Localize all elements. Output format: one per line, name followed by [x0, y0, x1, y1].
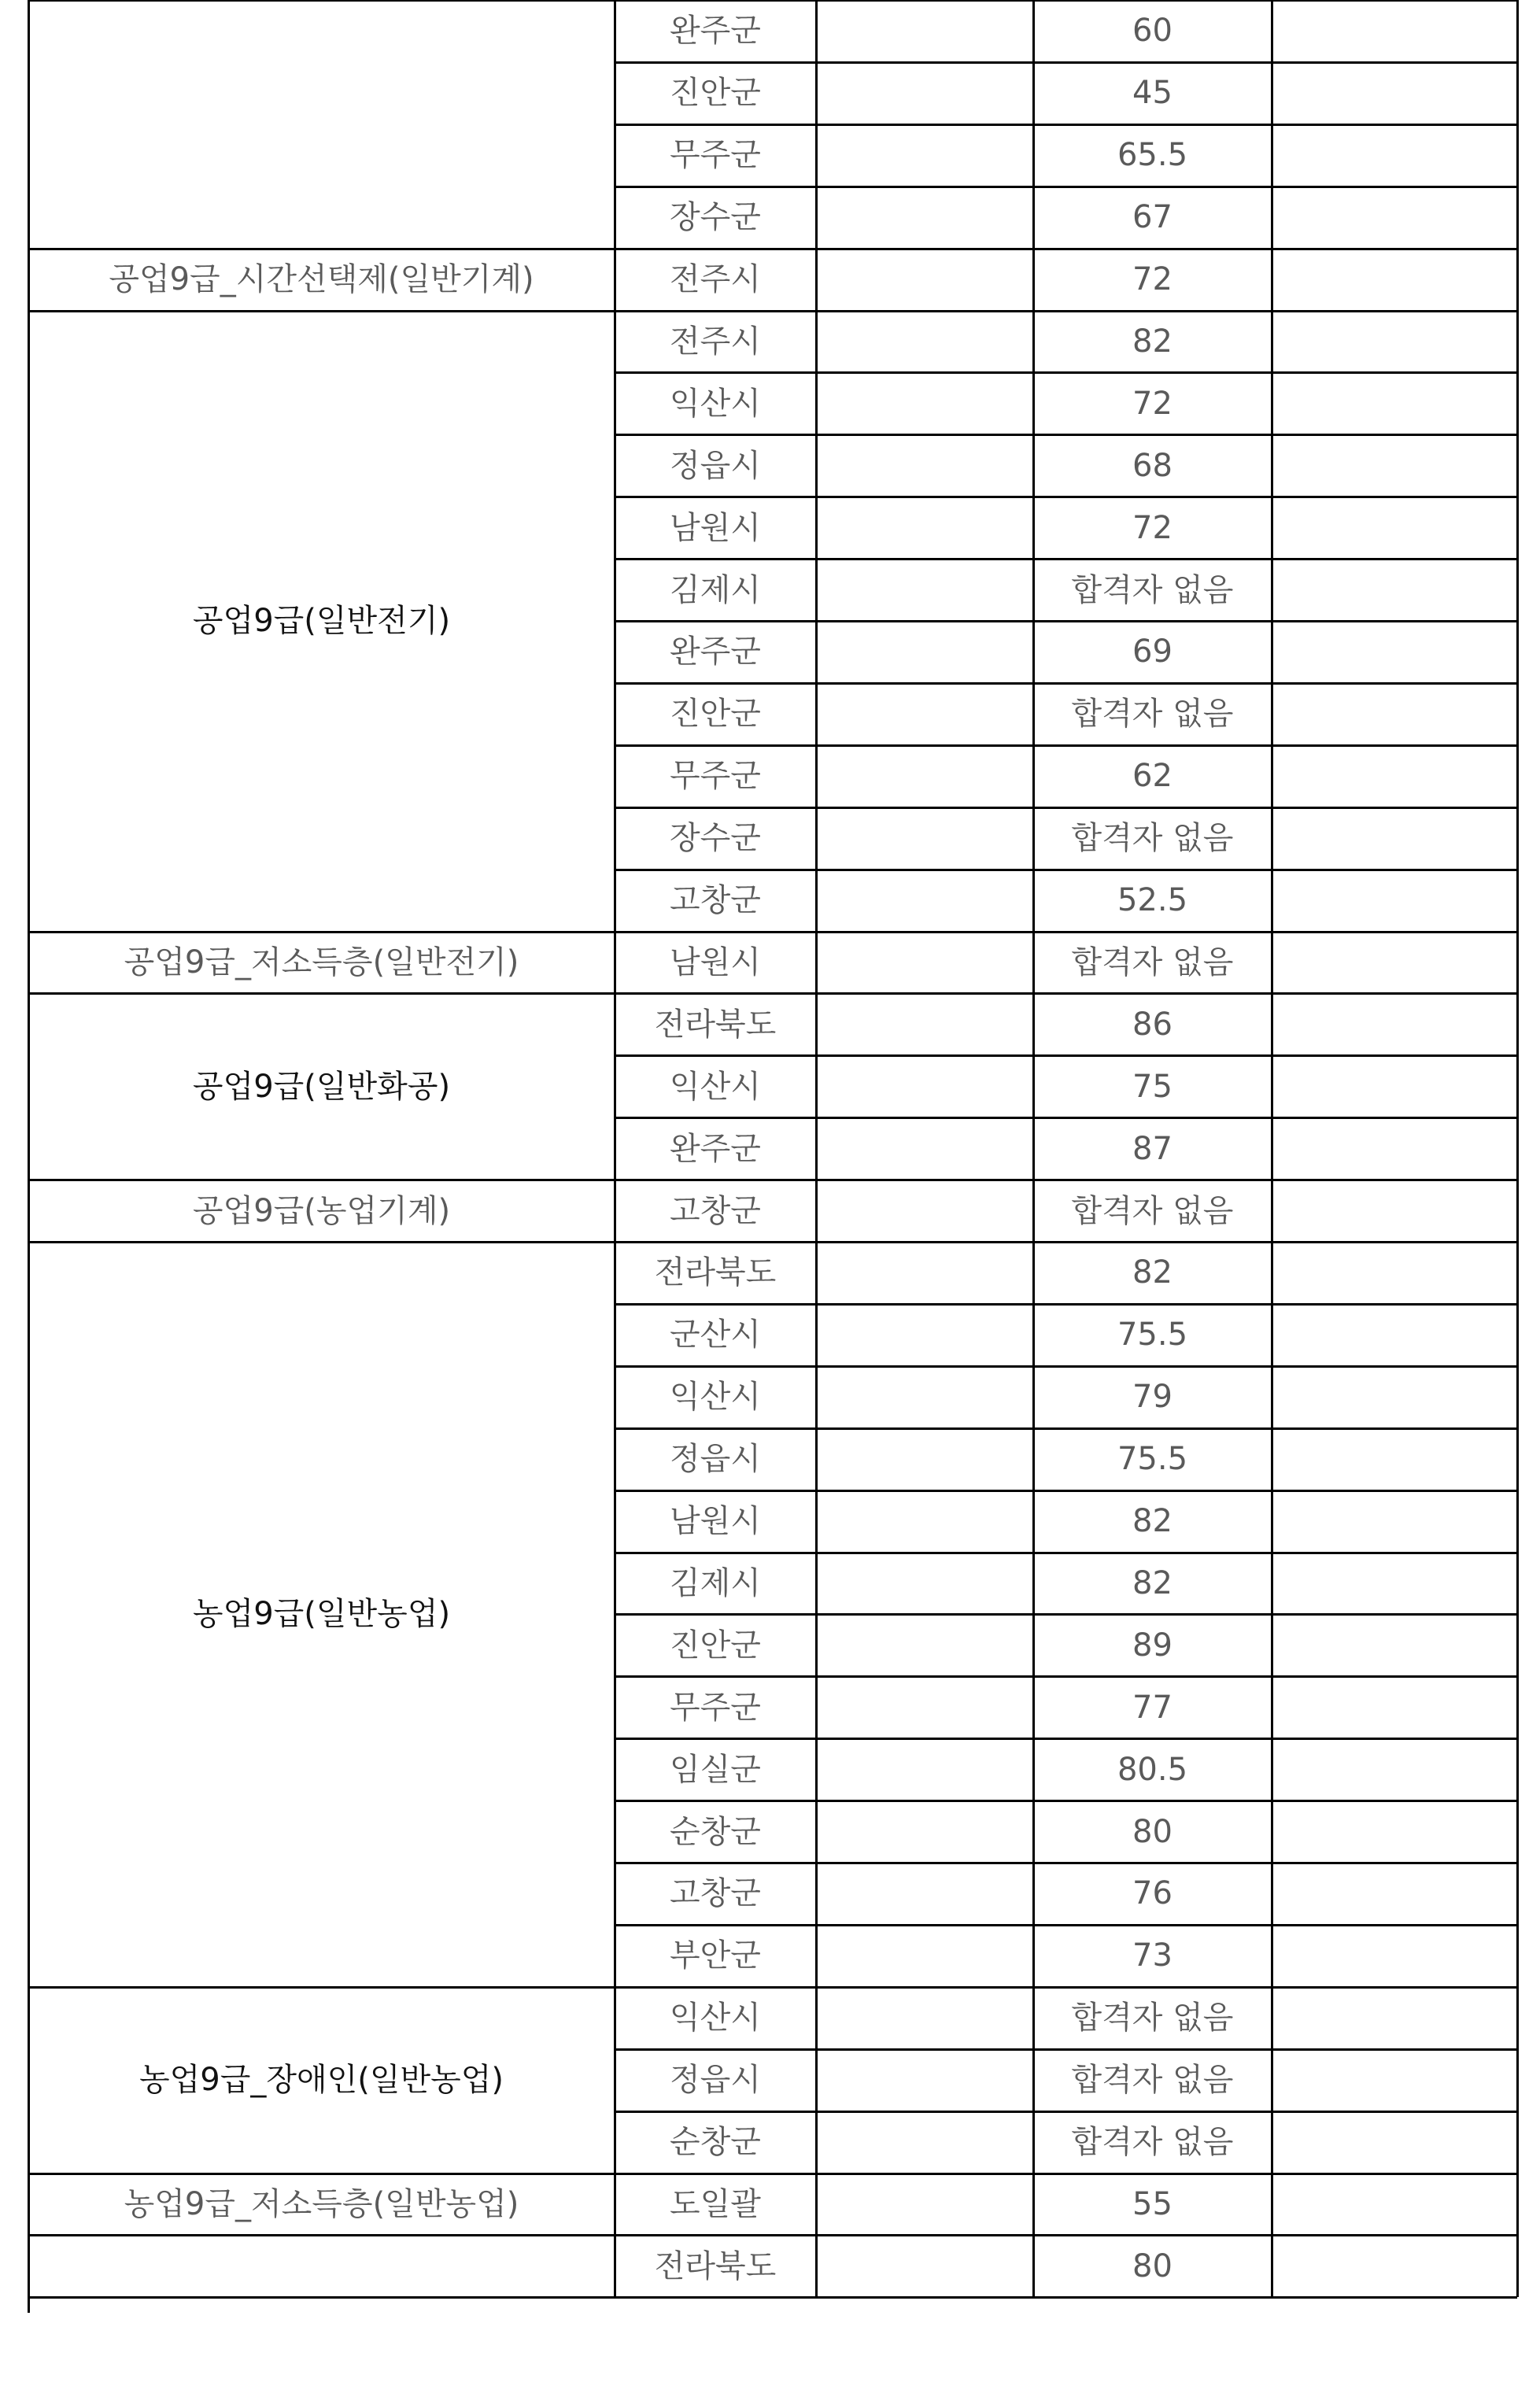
score-cell: 65.5: [1117, 137, 1188, 174]
category-cell: 농업9급(일반농업): [192, 1596, 451, 1633]
row-divider: [615, 1675, 1517, 1678]
row-divider: [615, 434, 1517, 436]
score-cell: 80: [1132, 1813, 1173, 1850]
score-cell: 합격자 없음: [1071, 2062, 1234, 2099]
row-divider: [28, 0, 1517, 2]
region-cell: 임실군: [670, 1751, 761, 1788]
score-cell: 합격자 없음: [1071, 944, 1234, 981]
region-cell: 전라북도: [654, 1254, 777, 1291]
score-cell: 합격자 없음: [1071, 1192, 1234, 1229]
row-divider: [615, 1924, 1517, 1926]
category-cell: 공업9급_저소득층(일반전기): [124, 944, 519, 981]
region-cell: 순창군: [670, 1813, 761, 1850]
row-divider: [615, 744, 1517, 747]
score-cell: 76: [1132, 1875, 1173, 1912]
score-cell: 합격자 없음: [1071, 696, 1234, 733]
category-cell: 농업9급_장애인(일반농업): [138, 2062, 504, 2099]
region-cell: 진안군: [670, 696, 761, 733]
region-cell: 익산시: [670, 1379, 761, 1416]
region-cell: 장수군: [670, 820, 761, 857]
row-divider: [615, 1738, 1517, 1740]
column-divider: [614, 0, 616, 2297]
category-cell: 농업9급_저소득층(일반농업): [124, 2185, 519, 2222]
region-cell: 익산시: [670, 2000, 761, 2037]
score-cell: 87: [1132, 1130, 1173, 1167]
region-cell: 완주군: [670, 1130, 761, 1167]
row-divider: [28, 992, 1517, 995]
row-divider: [28, 1179, 1517, 1181]
region-cell: 완주군: [670, 633, 761, 670]
row-divider: [615, 2048, 1517, 2051]
region-cell: 남원시: [670, 509, 761, 546]
row-divider: [615, 2111, 1517, 2113]
row-divider: [615, 1862, 1517, 1864]
score-cell: 82: [1132, 1503, 1173, 1540]
score-cell: 80.5: [1117, 1751, 1188, 1788]
region-cell: 군산시: [670, 1317, 761, 1354]
row-divider: [615, 682, 1517, 685]
score-cell: 89: [1132, 1627, 1173, 1664]
region-cell: 정읍시: [670, 1441, 761, 1478]
category-cell: 공업9급(일반화공): [192, 1068, 451, 1105]
score-cell: 45: [1132, 75, 1173, 112]
row-divider: [615, 558, 1517, 560]
score-cell: 68: [1132, 447, 1173, 484]
row-divider: [615, 371, 1517, 374]
region-cell: 전라북도: [654, 2247, 777, 2284]
row-divider: [615, 620, 1517, 622]
region-cell: 남원시: [670, 944, 761, 981]
score-cell: 합격자 없음: [1071, 2000, 1234, 2037]
region-cell: 익산시: [670, 385, 761, 422]
results-table: [28, 0, 1517, 2284]
column-divider: [815, 0, 818, 2297]
score-cell: 82: [1132, 1564, 1173, 1601]
region-cell: 순창군: [670, 2124, 761, 2161]
column-divider: [1516, 0, 1519, 2297]
row-divider: [28, 931, 1517, 933]
score-cell: 72: [1132, 509, 1173, 546]
row-divider: [28, 1241, 1517, 1243]
category-cell: 공업9급(농업기계): [192, 1192, 451, 1229]
row-divider: [615, 807, 1517, 809]
score-cell: 69: [1132, 633, 1173, 670]
region-cell: 정읍시: [670, 2062, 761, 2099]
category-cell: [28, 2235, 615, 2297]
region-cell: 김제시: [670, 571, 761, 608]
row-divider: [615, 1613, 1517, 1616]
region-cell: 전주시: [670, 261, 761, 298]
row-divider: [615, 496, 1517, 498]
score-cell: 82: [1132, 323, 1173, 360]
score-cell: 77: [1132, 1689, 1173, 1726]
row-divider: [615, 1800, 1517, 1802]
region-cell: 전라북도: [654, 1006, 777, 1043]
score-cell: 75.5: [1117, 1441, 1188, 1478]
score-cell: 82: [1132, 1254, 1173, 1291]
category-cell: 공업9급(일반전기): [192, 603, 451, 639]
score-cell: 79: [1132, 1379, 1173, 1416]
column-divider: [28, 0, 30, 2313]
score-cell: 73: [1132, 1937, 1173, 1974]
region-cell: 무주군: [670, 758, 761, 795]
category-cell: [28, 0, 615, 249]
row-divider: [615, 1303, 1517, 1306]
score-cell: 합격자 없음: [1071, 571, 1234, 608]
score-cell: 75.5: [1117, 1317, 1188, 1354]
score-cell: 72: [1132, 261, 1173, 298]
region-cell: 진안군: [670, 75, 761, 112]
row-divider: [615, 1054, 1517, 1057]
region-cell: 익산시: [670, 1068, 761, 1105]
row-divider: [615, 61, 1517, 64]
region-cell: 정읍시: [670, 447, 761, 484]
row-divider: [615, 1490, 1517, 1492]
score-cell: 55: [1132, 2185, 1173, 2222]
region-cell: 장수군: [670, 199, 761, 236]
row-divider: [615, 1552, 1517, 1554]
region-cell: 남원시: [670, 1503, 761, 1540]
region-cell: 완주군: [670, 13, 761, 50]
score-cell: 60: [1132, 13, 1173, 50]
row-divider: [615, 1427, 1517, 1430]
region-cell: 무주군: [670, 137, 761, 174]
row-divider: [615, 1365, 1517, 1368]
score-cell: 72: [1132, 385, 1173, 422]
row-divider: [28, 2173, 1517, 2175]
column-divider: [1032, 0, 1035, 2297]
score-cell: 합격자 없음: [1071, 820, 1234, 857]
row-divider: [615, 186, 1517, 188]
row-divider: [615, 869, 1517, 871]
row-divider: [28, 2234, 1517, 2236]
row-divider: [28, 248, 1517, 250]
region-cell: 전주시: [670, 323, 761, 360]
region-cell: 도일괄: [670, 2185, 761, 2222]
score-cell: 75: [1132, 1068, 1173, 1105]
score-cell: 52.5: [1117, 882, 1188, 919]
row-divider: [28, 2296, 1517, 2299]
score-cell: 62: [1132, 758, 1173, 795]
score-cell: 86: [1132, 1006, 1173, 1043]
column-divider: [1271, 0, 1273, 2297]
region-cell: 김제시: [670, 1564, 761, 1601]
category-cell: 공업9급_시간선택제(일반기계): [109, 261, 534, 298]
score-cell: 80: [1132, 2247, 1173, 2284]
region-cell: 고창군: [670, 1875, 761, 1912]
row-divider: [615, 124, 1517, 126]
region-cell: 고창군: [670, 1192, 761, 1229]
row-divider: [28, 1986, 1517, 1989]
region-cell: 고창군: [670, 882, 761, 919]
score-cell: 67: [1132, 199, 1173, 236]
region-cell: 부안군: [670, 1937, 761, 1974]
row-divider: [28, 310, 1517, 312]
row-divider: [615, 1117, 1517, 1119]
region-cell: 무주군: [670, 1689, 761, 1726]
score-cell: 합격자 없음: [1071, 2124, 1234, 2161]
region-cell: 진안군: [670, 1627, 761, 1664]
